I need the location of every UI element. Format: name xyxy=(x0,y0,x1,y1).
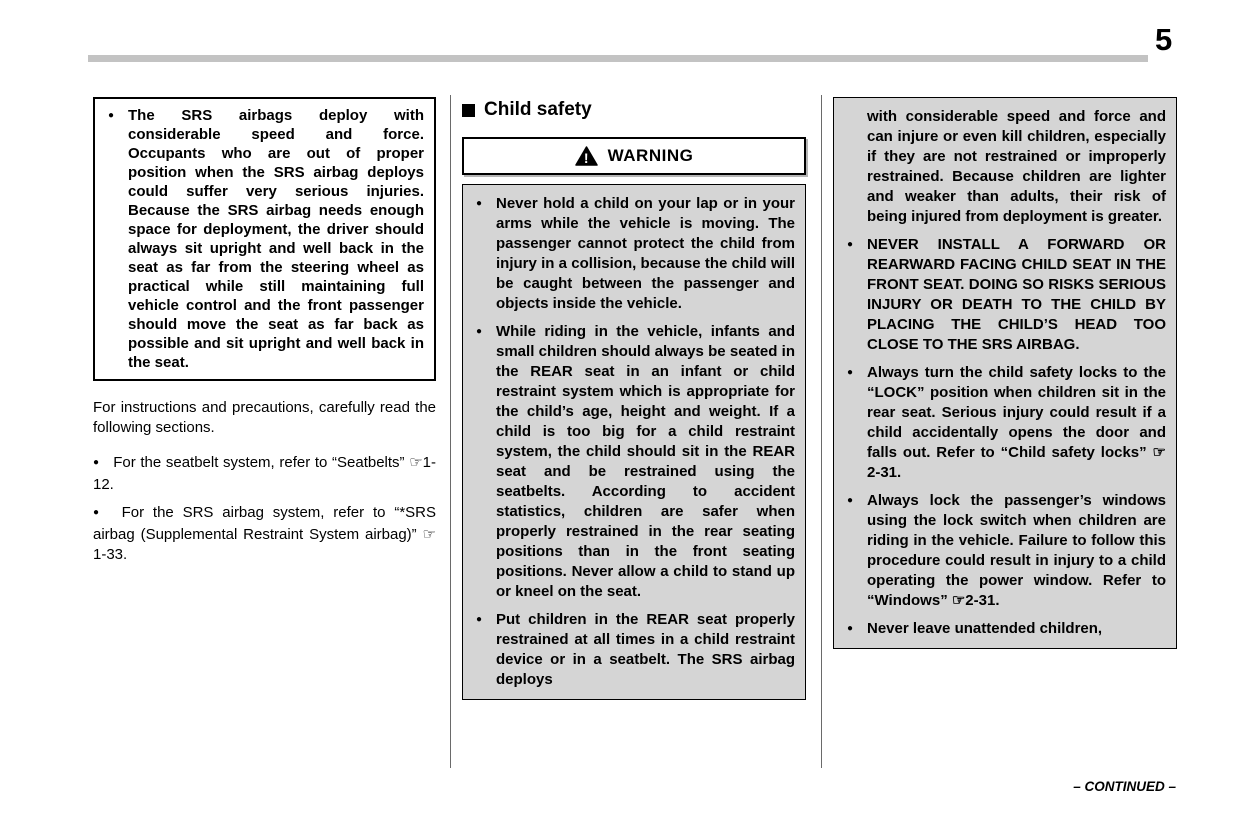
section-heading xyxy=(462,98,806,122)
left-column xyxy=(93,97,436,565)
list-item xyxy=(473,322,795,602)
list-item-text: For the SRS airbag system, refer to “*SRS airbag (Supplemental Restraint System airbag)” ☞1-33. xyxy=(93,504,437,563)
child-safety-warning-box-continued xyxy=(833,97,1177,649)
warning-icon xyxy=(575,146,598,166)
list-item-text: Never hold a child on your lap or in your arms while the vehicle is moving. The passenger cannot protect the child from injury in a collision, because the child will be caught between the passenger and objects inside the vehicle. xyxy=(496,195,795,312)
list-item xyxy=(93,503,436,565)
middle-column xyxy=(462,97,806,700)
srs-precaution-box xyxy=(93,97,436,381)
list-item-text: For the seatbelt system, refer to “Seatbelts” ☞1-12. xyxy=(93,454,436,493)
list-item-text: NEVER INSTALL A FORWARD OR REARWARD FACING CHILD SEAT IN THE FRONT SEAT. DOING SO RISKS SERIOUS INJURY OR DEATH TO THE CHILD BY PLACING THE CHILD’S HEAD TOO CLOSE TO THE SRS AIRBAG. xyxy=(867,236,1166,353)
child-safety-warning-box xyxy=(462,184,806,700)
right-column xyxy=(833,97,1177,649)
list-item-text: While riding in the vehicle, infants and small children should always be seated in the REAR seat in an infant or child restraint system which is appropriate for the child’s age, height and weight. If a child is too big for a child restraint system, the child should sit in the REAR seat and be restrained using the seatbelts. According to accident statistics, children are safer when properly restrained in the rear seating positions than in the front seating positions. Never allow a child to stand up or kneel on the seat. xyxy=(496,323,795,600)
black-square-icon xyxy=(462,104,475,117)
list-item xyxy=(844,363,1166,483)
header-rule xyxy=(88,55,1148,62)
section-heading-text: Child safety xyxy=(484,99,592,120)
list-item xyxy=(93,453,436,495)
list-item-text: Put children in the REAR seat properly restrained at all times in a child restraint device or in a seatbelt. The SRS airbag deploys xyxy=(496,611,795,688)
list-item xyxy=(844,619,1166,639)
continuation-text xyxy=(844,107,1166,227)
warning-title: WARNING xyxy=(607,146,694,165)
list-item xyxy=(105,106,424,372)
warning-header xyxy=(462,137,806,175)
list-item xyxy=(844,235,1166,355)
svg-text:!: ! xyxy=(583,150,589,166)
list-item-text: with considerable speed and force and can injure or even kill children, especially if they are not restrained or improperly restrained. Because children are lighter and weaker than adults, their risk of being injured from deployment is greater. xyxy=(867,108,1166,225)
column-divider-right xyxy=(821,95,822,768)
list-item-text: The SRS airbags deploy with considerable speed and force. Occupants who are out of proper position when the SRS airbag deploys could suffer very serious injuries. Because the SRS airbag needs enough space for deployment, the driver should always sit upright and well back in the seat as far from the steering wheel as practical while still maintaining full vehicle control and the front passenger should move the seat as far back as possible and sit upright and well back in the seat. xyxy=(128,107,424,371)
page-number: 5 xyxy=(1155,22,1173,57)
continued-label: – CONTINUED – xyxy=(1073,779,1176,794)
list-item xyxy=(844,491,1166,611)
list-item xyxy=(473,194,795,314)
list-item-text: Never leave unattended children, xyxy=(867,620,1103,637)
list-item-text: Always lock the passenger’s windows using the lock switch when children are riding in the vehicle. Failure to follow this procedure could result in injury to a child operating the power window. Refer to “Windows” ☞2-31. xyxy=(867,492,1166,609)
list-item xyxy=(473,610,795,690)
column-divider-left xyxy=(450,95,451,768)
list-item-text: Always turn the child safety locks to the “LOCK” position when children sit in the rear seat. Serious injury could result if a child accidentally opens the door and falls out. Refer to “Child safety locks” ☞2-31. xyxy=(867,364,1166,481)
intro-paragraph: For instructions and precautions, carefully read the following sections. xyxy=(93,399,436,436)
